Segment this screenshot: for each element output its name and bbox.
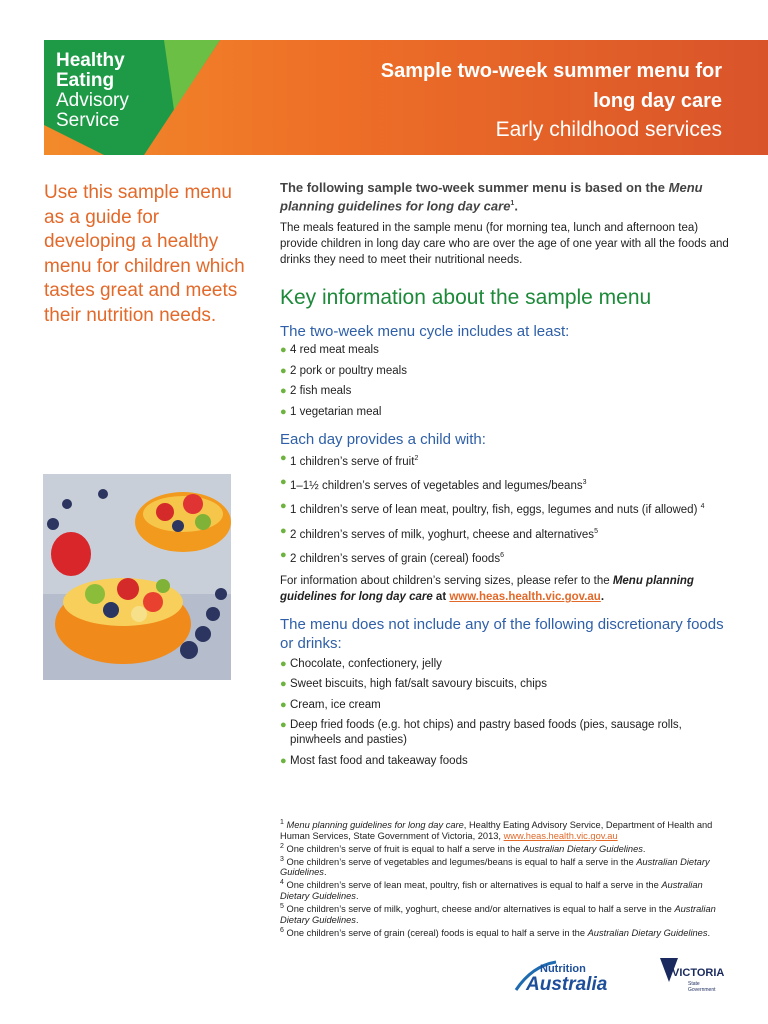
list-item-text: 2 children’s serves of milk, yoghurt, cheese and alternatives: [290, 528, 595, 541]
vic-state: State: [688, 981, 700, 987]
footnote-end: .: [355, 891, 359, 902]
victoria-government-logo: [658, 956, 728, 996]
intro-paragraph: The meals featured in the sample menu (for morning tea, lunch and afternoon tea) provide children in long day care who are over the age of one year with all the foods and drinks they need to meet their nutritional needs.: [280, 222, 729, 267]
list-item: [280, 524, 730, 543]
australia-word: Australia: [526, 974, 608, 994]
vic-government: Government: [688, 987, 716, 993]
list-item-text: 1 vegetarian meal: [290, 405, 382, 418]
logo-line: Healthy: [56, 50, 125, 71]
nutrition-australia-logo: [512, 958, 624, 994]
logo-line: Eating: [56, 70, 115, 91]
list-item: [280, 364, 730, 379]
bullet-icon: ●: [280, 364, 287, 377]
footnote-num: 6: [280, 926, 284, 934]
intro-bold: [280, 180, 730, 214]
footnote-italic: Australian Dietary Guidelines: [280, 904, 716, 925]
list-item-text: Sweet biscuits, high fat/salt savoury biscuits, chips: [290, 678, 547, 691]
victoria-word: VICTORIA: [672, 967, 725, 979]
intro-guideline-title: Menu planning guidelines for long day care: [280, 180, 703, 214]
key-info-heading: Key information about the sample menu: [280, 286, 652, 310]
list-item: [280, 657, 730, 672]
footnote-1: [280, 818, 730, 842]
list-item-text: 1 children’s serve of fruit: [290, 455, 415, 468]
logo-line: Service: [56, 110, 120, 131]
footnote-italic: Australian Dietary Guidelines: [280, 880, 703, 902]
footnote-ref: 2: [414, 454, 419, 462]
bullet-icon: ●: [280, 500, 287, 513]
bullet-icon: ●: [280, 385, 287, 398]
subtitle: Early childhood services: [495, 118, 722, 141]
list-item-text: 1–1½ children’s serves of vegetables and legumes/beans: [290, 479, 583, 492]
footnote-end: .: [355, 914, 359, 925]
serving-info: [280, 573, 730, 605]
footnote-end: .: [323, 867, 327, 878]
bullet-icon: ●: [280, 524, 287, 537]
bullet-icon: ●: [280, 451, 287, 464]
main-content: [280, 180, 730, 774]
callout-text: Use this sample menu as a guide for developing a healthy menu for children which tastes great and meets their nutrition needs.: [44, 182, 245, 326]
list-item-text: 2 fish meals: [290, 385, 352, 398]
footnote-ref: 4: [700, 503, 705, 511]
list-item-text: Cream, ice cream: [290, 698, 381, 711]
list-item: [280, 698, 730, 713]
excluded-heading: The menu does not include any of the following discretionary foods or drinks:: [280, 615, 724, 652]
cycle-heading: The two-week menu cycle includes at least:: [280, 323, 570, 341]
footnote-text: One children’s serve of vegetables and legumes/beans is equal to half a serve in the: [286, 856, 637, 867]
footnote-end: .: [707, 927, 711, 938]
footnote-text: , Healthy Eating Advisory Service, Department of Health and Human Services, State Government of Victoria, 2013,: [280, 820, 713, 841]
info-suffix: .: [600, 590, 605, 603]
list-item-text: 4 red meat meals: [290, 344, 379, 357]
footnote-ref: 1: [510, 200, 515, 207]
daily-list: [280, 451, 730, 567]
list-item: [280, 718, 730, 748]
footnote-italic: Australian Dietary Guidelines: [587, 927, 708, 938]
footnote-5: [280, 902, 730, 926]
excluded-list: [280, 657, 730, 769]
info-prefix: For information about children’s serving sizes, please refer to the: [280, 574, 613, 587]
footnote-text: One children’s serve of milk, yoghurt, cheese and/or alternatives is equal to half a serve in the: [286, 904, 675, 915]
footnote-ref: 6: [500, 552, 504, 560]
title-line-2: long day care: [593, 90, 722, 112]
fruit-salad-photo: [43, 474, 231, 680]
footnote-2: [280, 842, 730, 855]
list-item: [280, 343, 730, 358]
page-title: [381, 56, 722, 144]
footnote-text: One children’s serve of lean meat, poultry, fish or alternatives is equal to half a serve in the: [286, 880, 662, 891]
list-item-text: 1 children’s serve of lean meat, poultry, fish, eggs, legumes and nuts (if allowed): [290, 504, 701, 517]
footnotes: [280, 818, 730, 939]
heas-link[interactable]: www.heas.health.vic.gov.au: [449, 590, 601, 603]
bullet-icon: ●: [280, 476, 287, 489]
daily-heading: Each day provides a child with:: [280, 430, 486, 448]
bullet-icon: ●: [280, 344, 287, 357]
footnote-italic: Australian Dietary Guidelines: [280, 856, 710, 878]
title-line-1: Sample two-week summer menu for: [380, 60, 722, 82]
logo-line: Advisory: [56, 90, 129, 111]
nutrition-word: Nutrition: [540, 963, 586, 975]
list-item-text: 2 pork or poultry meals: [290, 364, 407, 377]
list-item: [280, 548, 730, 567]
footnote-ref: 5: [594, 527, 598, 535]
list-item: [280, 499, 730, 518]
cycle-list: [280, 343, 730, 420]
footnote-6: [280, 926, 730, 939]
footnote-num: 4: [280, 879, 284, 887]
bullet-icon: ●: [280, 657, 287, 670]
intro-suffix: .: [514, 198, 518, 214]
footnote-num: 1: [280, 819, 284, 826]
bullet-icon: ●: [280, 698, 287, 711]
footnote-ref: 3: [582, 479, 587, 487]
list-item-text: 2 children’s serves of grain (cereal) foods: [290, 552, 501, 565]
bullet-icon: ●: [280, 678, 287, 691]
list-item-text: Most fast food and takeaway foods: [290, 754, 468, 767]
footnote-4: [280, 878, 730, 902]
heas-logo-text: [56, 51, 129, 131]
footnote-num: 5: [280, 902, 284, 910]
list-item: [280, 405, 730, 420]
bullet-icon: ●: [280, 719, 287, 732]
footnote-text: One children’s serve of fruit is equal to half a serve in the: [286, 843, 524, 854]
list-item: [280, 451, 730, 470]
list-item-text: Chocolate, confectionery, jelly: [290, 657, 442, 670]
footnote-italic: Menu planning guidelines for long day care: [286, 820, 464, 831]
list-item: [280, 475, 730, 494]
footnote-italic: Australian Dietary Guidelines: [523, 843, 643, 854]
info-guideline-title: Menu planning guidelines for long day care: [280, 574, 694, 603]
bullet-icon: ●: [280, 754, 287, 767]
footnote-num: 3: [280, 855, 284, 863]
list-item-text: Deep fried foods (e.g. hot chips) and pastry based foods (pies, sausage rolls, pinwheels and pasties): [290, 719, 682, 747]
footnote-link[interactable]: www.heas.health.vic.gov.au: [503, 830, 618, 841]
intro-prefix: The following sample two-week summer menu is based on the: [280, 180, 669, 195]
bullet-icon: ●: [280, 405, 287, 418]
info-mid: at: [432, 590, 450, 603]
footnote-end: .: [642, 843, 646, 854]
footnote-text: One children’s serve of grain (cereal) foods is equal to half a serve in the: [286, 927, 588, 938]
list-item: [280, 754, 730, 769]
bullet-icon: ●: [280, 549, 287, 562]
list-item: [280, 677, 730, 692]
footnote-num: 2: [280, 842, 284, 850]
footnote-3: [280, 855, 730, 879]
list-item: [280, 384, 730, 399]
